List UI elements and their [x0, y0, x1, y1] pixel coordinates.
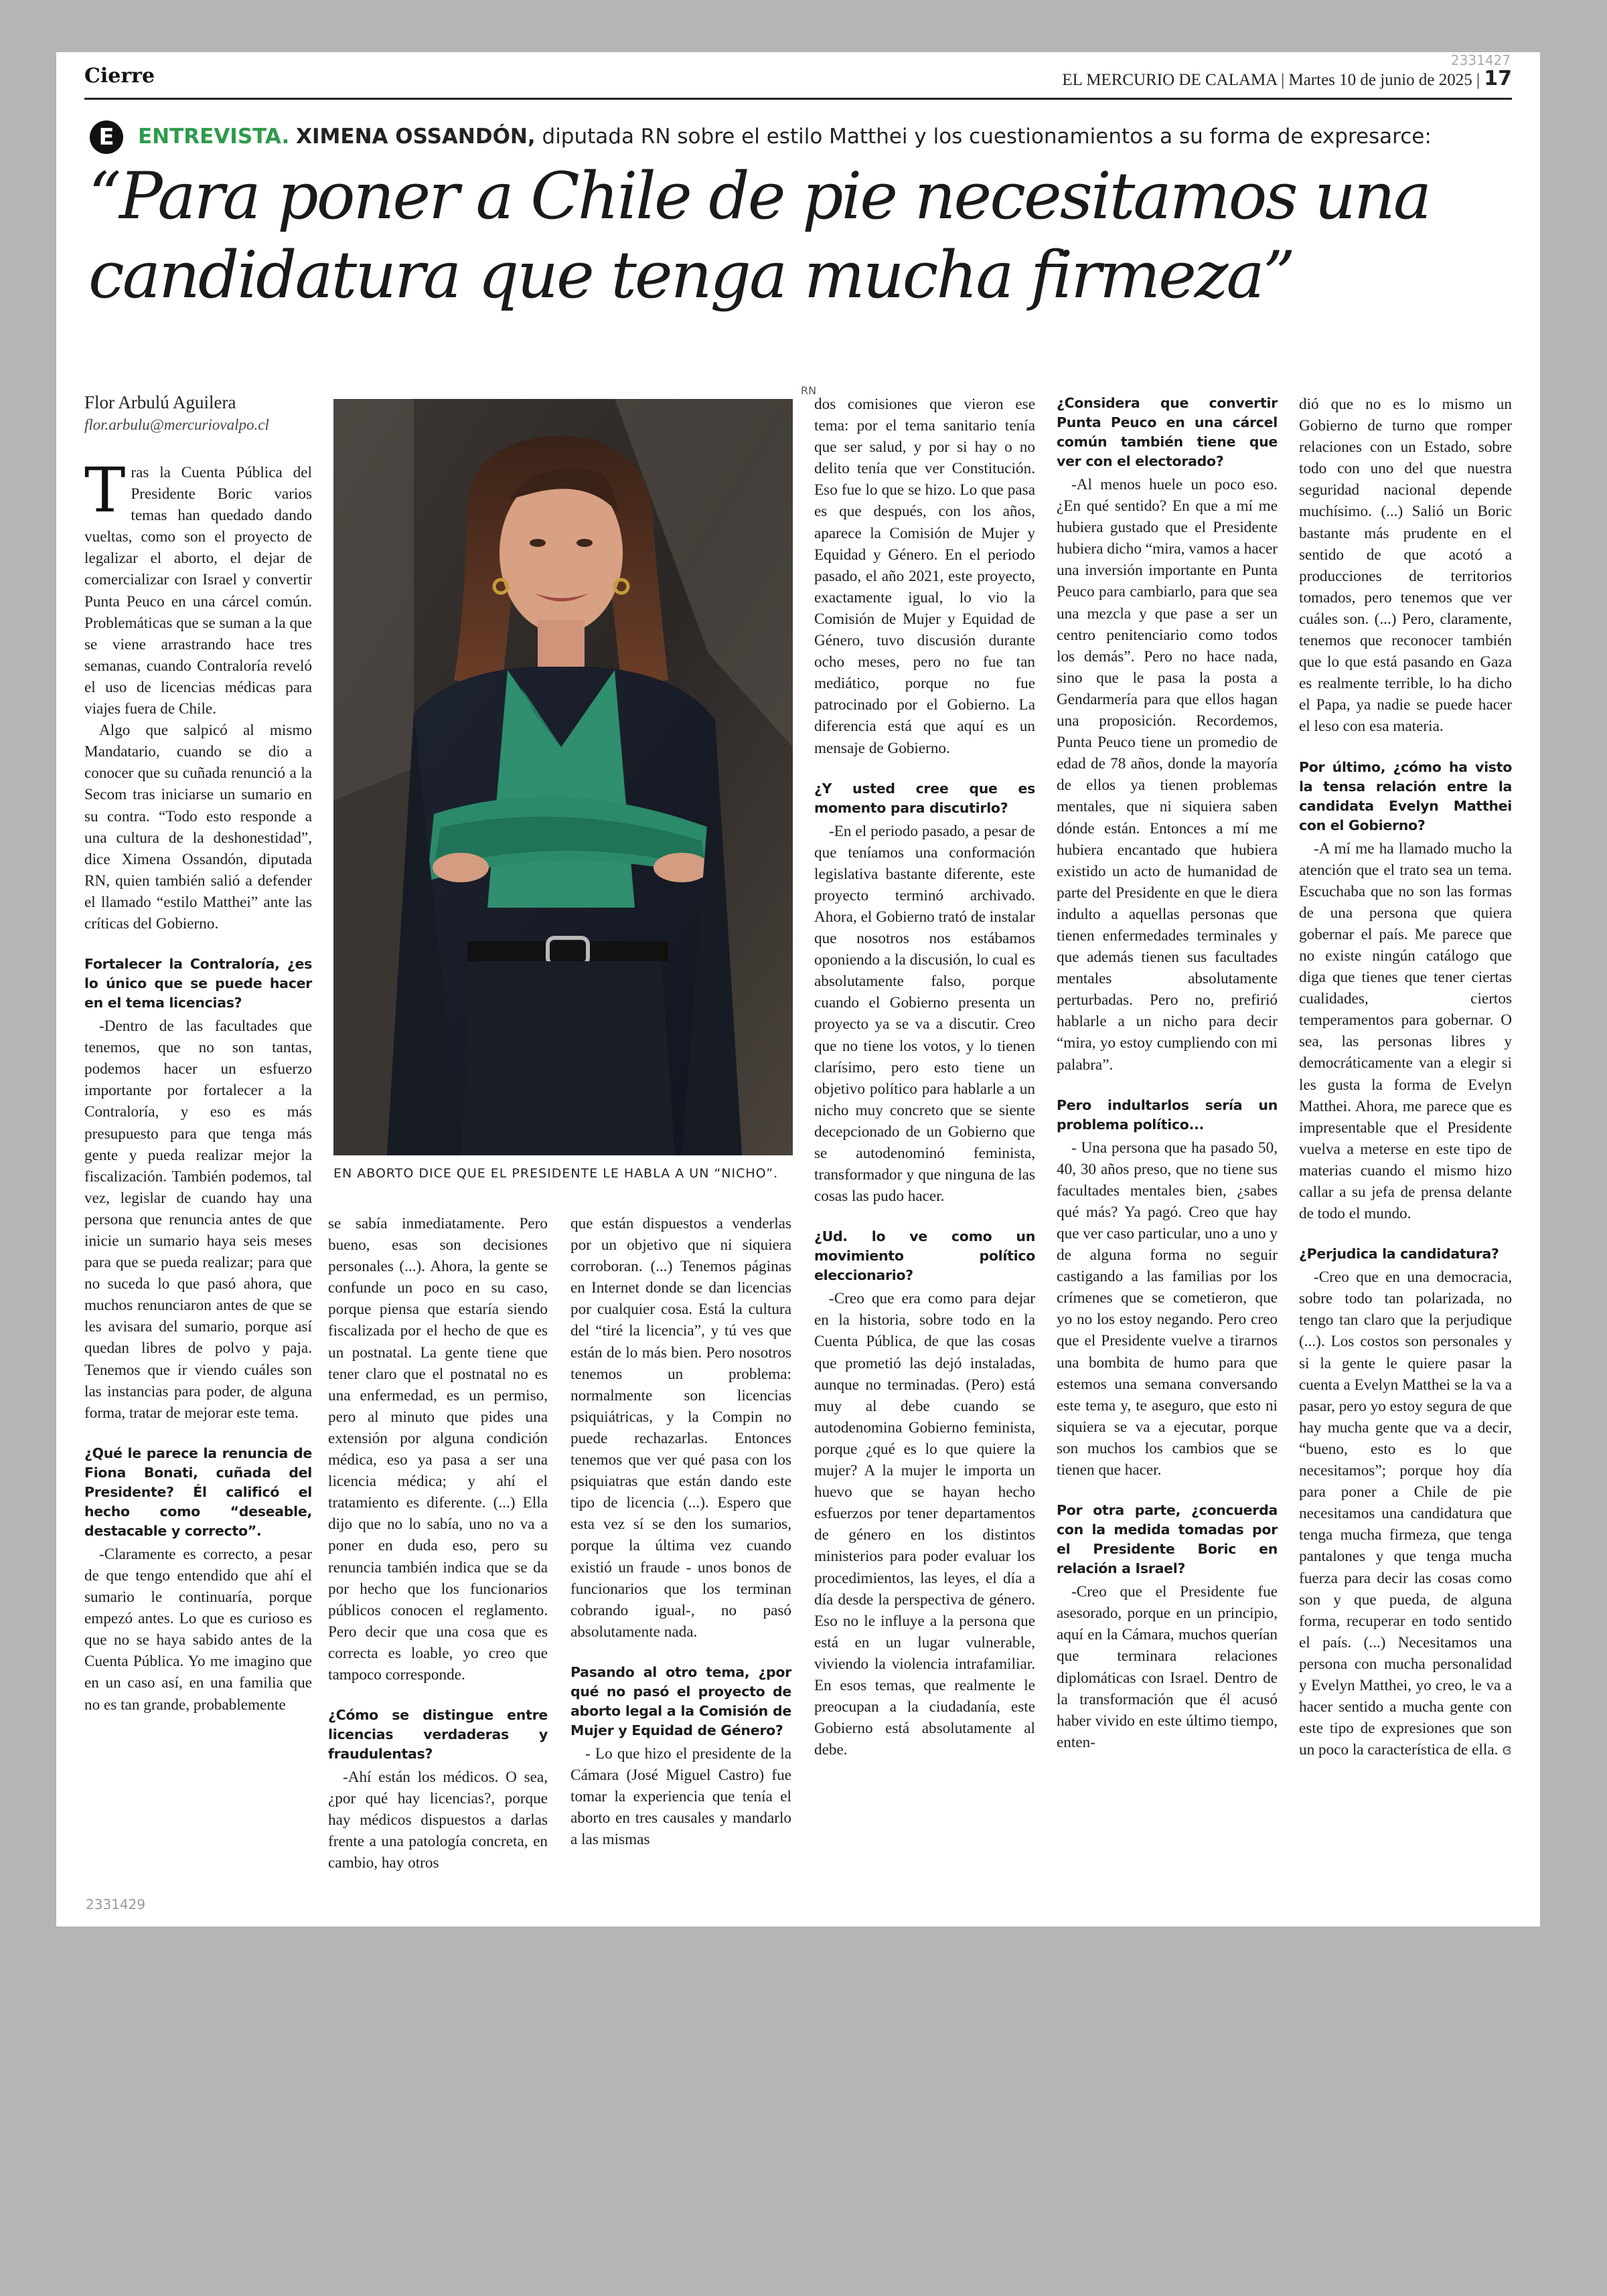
end-mark: ɞ: [1502, 1742, 1512, 1759]
author-email: flor.arbulu@mercuriovalpo.cl: [84, 416, 269, 433]
paragraph-text: -Creo que en una democracia, sobre todo tan polarizada, no tengo tan claro que la perjudique (...). Los costos son personales y si la gente le quiere pasar la cuenta a Evelyn Matthei se la va a pasar, pero yo estoy segura de que hay mucha gente que va a decir, “bueno, esto es lo que necesitamos”; porque hoy día para poner a Chile de pie necesitamos una candidatura que tenga mucha firmeza, que tenga pantalones y que tenga mucha fuerza para decir las cosas como son y que pueda, de alguna forma, recuperar en todo sentido el país. (...) Necesitamos una persona con mucha personalidad y Evelyn Matthei, yo creo, le va a hacer sentido a mucha gente con este tipo de expresiones que son un poco la característica de ella.: [1299, 1268, 1512, 1759]
kicker-label: ENTREVISTA.: [138, 125, 290, 149]
paragraph: [328, 1767, 548, 1874]
paragraph: [814, 1288, 1035, 1760]
question: ¿Qué le parece la renuncia de Fiona Bonati, cuñada del Presidente? Él calificó el hecho como “deseable, destacable y correcto”.: [84, 1445, 312, 1539]
paragraph-text: -Dentro de las facultades que tenemos, que no son tantas, podemos hacer un esfuerzo importante por fortalecer a la Contraloría, y eso es más presupuesto para que tenga más gente y pueda realizar mejor la fiscalización. También podemos, tal vez, legislar de cuando hay una persona que renuncia antes de que inicie un sumario haya seis meses para que se pueda realizar; para que no suceda lo que pasó ahora, que muchos renunciaron antes de que se les avisara del sumario, porque así quedan libres de polvo y paja. Tenemos que ir viendo cuáles son las instancias para poder, de alguna forma, tratar de mejorar este tema.: [84, 1017, 312, 1422]
text-column-6: [1299, 394, 1512, 1761]
question: ¿Ud. lo ve como un movimiento político eleccionario?: [814, 1228, 1035, 1284]
question: Fortalecer la Contraloría, ¿es lo único que se puede hacer en el tema licencias?: [84, 956, 312, 1011]
paragraph-text: - Lo que hizo el presidente de la Cámara (José Miguel Castro) fue tomar la experiencia que tenía el aborto en tres causales y mandarlo a las mismas: [570, 1744, 791, 1849]
kicker-name: XIMENA OSSANDÓN,: [296, 125, 536, 149]
paragraph-text: dos comisiones que vieron ese tema: por el tema sanitario tenía que ser salud, y por si hay o no delito tenía que ver Constitución. Eso fue lo que se hizo. Lo que pasa es que después, con los años, aparece la Comisión de Mujer y Equidad y Género. En el periodo pasado, el año 2021, este proyecto, exactamente igual, lo vio la Comisión de Mujer y Equidad de Género, tuvo discusión durante ocho meses, pero no fue tan mediático, porque no fue patrocinado por el Gobierno. La diferencia está que aquí es un mensaje de Gobierno.: [814, 396, 1035, 757]
paragraph-text: - Una persona que ha pasado 50, 40, 30 años preso, que no tiene sus facultades mentales bien, ¿sabes qué más? Ya pagó. Creo que hay que ver caso particular, uno a uno y de alguna forma no seguir castigando a las familias por los crímenes que se cometieron, que yo no los estoy negando. Pero creo que el Presidente vuelve a tirarnos una bombita de humo para que estemos una semana conversando este tema y, te aseguro, que esto ni siquiera se va a ejecutar, porque son muchos los cambios que se tienen que hacer.: [1057, 1139, 1278, 1479]
paragraph: [570, 1213, 791, 1643]
article: [84, 118, 1512, 1912]
paragraph-text: dió que no es lo mismo un Gobierno de turno que romper relaciones con un Estado, sobre todo con uno del que nuestra seguridad nacional depende muchísimo. (...) Salió un Boric bastante más prudente en el sentido de que acotó a producciones de territorios tomados, pero tenemos que ver cuáles son. (...) Pero, claramente, tenemos que reconocer también que lo que está pasando en Gaza es realmente terrible, lo ha dicho el Papa, ya nadie se puede hacer el leso con esa materia.: [1299, 396, 1512, 736]
paragraph-text: -Creo que era como para dejar en la historia, sobre todo en la Cuenta Pública, de que las cosas que prometió las dejó instaladas, aunque no terminadas. (Pero) está muy al debe cuando se autodenomina Gobierno feminista, porque ¿qué es lo que quiere la mujer? A la mujer le importa un huevo que se hayan hecho esfuerzos por tener departamentos de género en los distintos ministerios para poder evaluar los procedimientos, las leyes, el día a día desde la perspectiva de género. Eso no le influye a la persona que está en un lugar vulnerable, viviendo la violencia intrafamiliar. En esos temas, que realmente le preocupan a la ciudadanía, este Gobierno está absolutamente al debe.: [814, 1290, 1035, 1759]
photo-caption: EN ABORTO DICE QUE EL PRESIDENTE LE HABLA A UN “NICHO”.: [333, 1166, 779, 1181]
paragraph: [84, 720, 312, 934]
paragraph: [84, 455, 312, 720]
text-column-1: [84, 455, 312, 1716]
paragraph: [1299, 394, 1512, 738]
footer-clip-id: 2331429: [86, 1896, 146, 1912]
kicker-text: [138, 125, 1432, 149]
author-name: Flor Arbulú Aguilera: [84, 392, 236, 412]
newspaper-page: [56, 52, 1540, 1926]
text-column-5: [1057, 394, 1278, 1753]
paragraph: [1057, 1137, 1278, 1481]
paragraph: [1057, 1581, 1278, 1753]
question: ¿Y usted cree que es momento para discutirlo?: [814, 780, 1035, 816]
paragraph: [1299, 838, 1512, 1225]
portrait-photo: [333, 399, 793, 1155]
header-rule: [84, 98, 1512, 100]
question: ¿Considera que convertir Punta Peuco en una cárcel común también tiene que ver con el electorado?: [1057, 395, 1278, 469]
question: Por último, ¿cómo ha visto la tensa relación entre la candidata Evelyn Matthei con el Gobierno?: [1299, 758, 1512, 833]
paragraph: [1057, 474, 1278, 1076]
publication-date: Martes 10 de junio de 2025: [1288, 71, 1472, 89]
clip-id: 2331427: [1450, 52, 1511, 68]
paragraph: [814, 394, 1035, 759]
drop-cap: T: [84, 455, 126, 526]
section-label: Cierre: [84, 64, 155, 88]
paragraph-text: -Creo que el Presidente fue asesorado, porque en un principio, aquí en la Cámara, muchos querían que terminara relaciones diplomáticas con Israel. Dentro de la transformación que él acusó haber vivido en este último tiempo, enten-: [1057, 1583, 1278, 1751]
paragraph: [328, 1213, 548, 1686]
interview-badge: E: [90, 120, 123, 154]
page-number: 17: [1484, 67, 1512, 90]
question: Pero indultarlos sería un problema político...: [1057, 1096, 1278, 1133]
paragraph-text: -A mí me ha llamado mucho la atención que el trato sea un tema. Escuchaba que no son las formas de una persona que quiera gobernar el país. Me parece que no existe ningún catálogo que diga que tienes que tener ciertas cualidades, ciertos temperamentos para gobernar. O sea, las personas libres y democráticamente van a elegir si les gusta la forma de Evelyn Matthei. Ahora, me parece que es impresentable que el Presidente vuelva a meterse en este tipo de materias cuando el mismo hizo callar a su jefa de prensa delante de todo el mundo.: [1299, 839, 1512, 1223]
text-column-4: [814, 394, 1035, 1760]
kicker: [84, 118, 1512, 159]
text-column-2: [328, 1213, 548, 1874]
paragraph: [84, 1544, 312, 1716]
paragraph: [84, 1015, 312, 1424]
paragraph: [1299, 1266, 1512, 1761]
kicker-rest: diputada RN sobre el estilo Matthei y los cuestionamientos a su forma de expresarce:: [542, 125, 1432, 149]
paragraph-text: Algo que salpicó al mismo Mandatario, cuando se dio a conocer que su cuñada renunció a la Secom tras iniciarse un sumario en su contra. “Todo esto responde a una cultura de la deshonestidad”, dice Ximena Ossandón, diputada RN, quien también salió a defender el llamado “estilo Matthei” ante las críticas del Gobierno.: [84, 722, 312, 932]
photo-credit: RN: [801, 384, 817, 397]
portrait-illustration: [333, 399, 793, 1155]
paragraph-text: -Al menos huele un poco eso. ¿En qué sentido? En que a mí me hubiera gustado que el Presidente hubiera dicho “mira, vamos a hacer una inversión importante en Punta Peuco para cambiarlo, para que sea una mezcla y que pase a ser un centro penitenciario como todos los demás”. Pero no hace nada, sino que le pasa la posta a Gendarmería para que ellos hagan una proposición. Recordemos, Punta Peuco tiene un promedio de edad de 78 años, donde la mayoría de ellos ya tienen problemas mentales, que ni siquiera saben dónde están. Entonces a mí me hubiera encantado que hubiera existido un acto de humanidad de parte del Presidente en que le diera indulto a aquellas personas que tienen enfermedades terminales y que además tienen sus facultades mentales absolutamente perturbadas. Pero no, prefirió hablarle a un nicho para decir “mira, yo estoy cumpliendo con mi palabra”.: [1057, 476, 1278, 1074]
page-header: [84, 52, 1512, 95]
question: Por otra parte, ¿concuerda con la medida tomadas por el Presidente Boric en relación a Israel?: [1057, 1502, 1278, 1577]
text-column-3: [570, 1213, 791, 1850]
byline: [84, 391, 312, 436]
paragraph: [570, 1743, 791, 1850]
paragraph-text: -En el periodo pasado, a pesar de que teníamos una conformación legislativa bastante diferente, este proyecto terminó archivado. Ahora, el Gobierno trató de instalar que nosotros nos estábamos oponiendo a la discusión, lo cual es absolutamente falso, porque cuando el Gobierno presenta un proyecto ya se va a discutir. Creo que no tiene los votos, y lo tienen clarísimo, pero esto tiene un objetivo político para hablarle a un nicho muy concreto que se siente decepcionado de un Gobierno que se autodenominó feminista, transformador y que ninguna de las cosas las pudo hacer.: [814, 822, 1035, 1206]
question: ¿Perjudica la candidatura?: [1299, 1246, 1499, 1262]
paragraph-text: -Ahí están los médicos. O sea, ¿por qué hay licencias?, porque hay médicos dispuestos a darlas frente a una patología concreta, en cambio, hay otros: [328, 1769, 548, 1872]
paragraph-text: -Claramente es correcto, a pesar de que tengo entendido que ahí el sumario le continuaría, porque empezó antes. Lo que es curioso es que no se haya sabido antes de la Cuenta Pública. Yo me imagino que en un caso así, en una familia que no es tan grande, probablemente: [84, 1545, 312, 1714]
paragraph-text: que están dispuestos a venderlas por un objetivo que ni siquiera corroboran. (...) Tenemos páginas en Internet donde se dan licencias por cualquier cosa. Está la cultura del “tiré la licencia”, y tú ves que están de lo más bien. Pero nosotros tenemos un problema: normalmente son licencias psiquiátricas, y la Compin no puede rechazarlas. Entonces tenemos que ver qué pasa con los psiquiatras que están dando este tipo de licencia (...). Espero que esta vez sí se den los sumarios, porque la última vez cuando existió un fraude - unos bonos de funcionarios que los terminan cobrando igual-, no pasó absolutamente nada.: [570, 1215, 791, 1641]
publication-line: EL MERCURIO DE CALAMA | Martes 10 de junio de 2025 | 17: [1062, 67, 1512, 90]
paragraph: [814, 821, 1035, 1208]
question: Pasando al otro tema, ¿por qué no pasó el proyecto de aborto legal a la Comisión de Mujer y Equidad de Género?: [570, 1663, 791, 1738]
question: ¿Cómo se distingue entre licencias verdaderas y fraudulentas?: [328, 1707, 548, 1762]
paragraph-text: ras la Cuenta Pública del Presidente Boric varios temas han quedado dando vueltas, como son el proyecto de legalizar el aborto, el dejar de comercializar con Israel y convertir Punta Peuco en una cárcel común. Problemáticas que se suman a la que se viene arrastrando hace tres semanas, cuando Contraloría reveló el uso de licencias médicas para viajes fuera de Chile.: [84, 464, 312, 718]
paragraph-text: se sabía inmediatamente. Pero bueno, esas son decisiones personales (...). Ahora, la gente se confunde un poco en su caso, porque piensa que estaría siendo fiscalizada por el hecho de que es un postnatal. La gente tiene que tener claro que el postnatal no es una enfermedad, es un permiso, pero al minuto que pides una extensión por alguna condición médica, eso ya pasa a ser una licencia médica; y ahí el tratamiento es diferente. (...) Ella dijo que no lo sabía, uno no va a poner en duda eso, pero su renuncia también indica que se da por hecho que los funcionarios públicos conocen el reglamento. Pero decir que una cosa que es correcta es loable, yo creo que tampoco corresponde.: [328, 1215, 548, 1684]
publication-name: EL MERCURIO DE CALAMA: [1062, 71, 1277, 89]
headline: “Para poner a Chile de pie necesitamos una candidatura que tenga mucha firmeza”: [88, 159, 1430, 313]
